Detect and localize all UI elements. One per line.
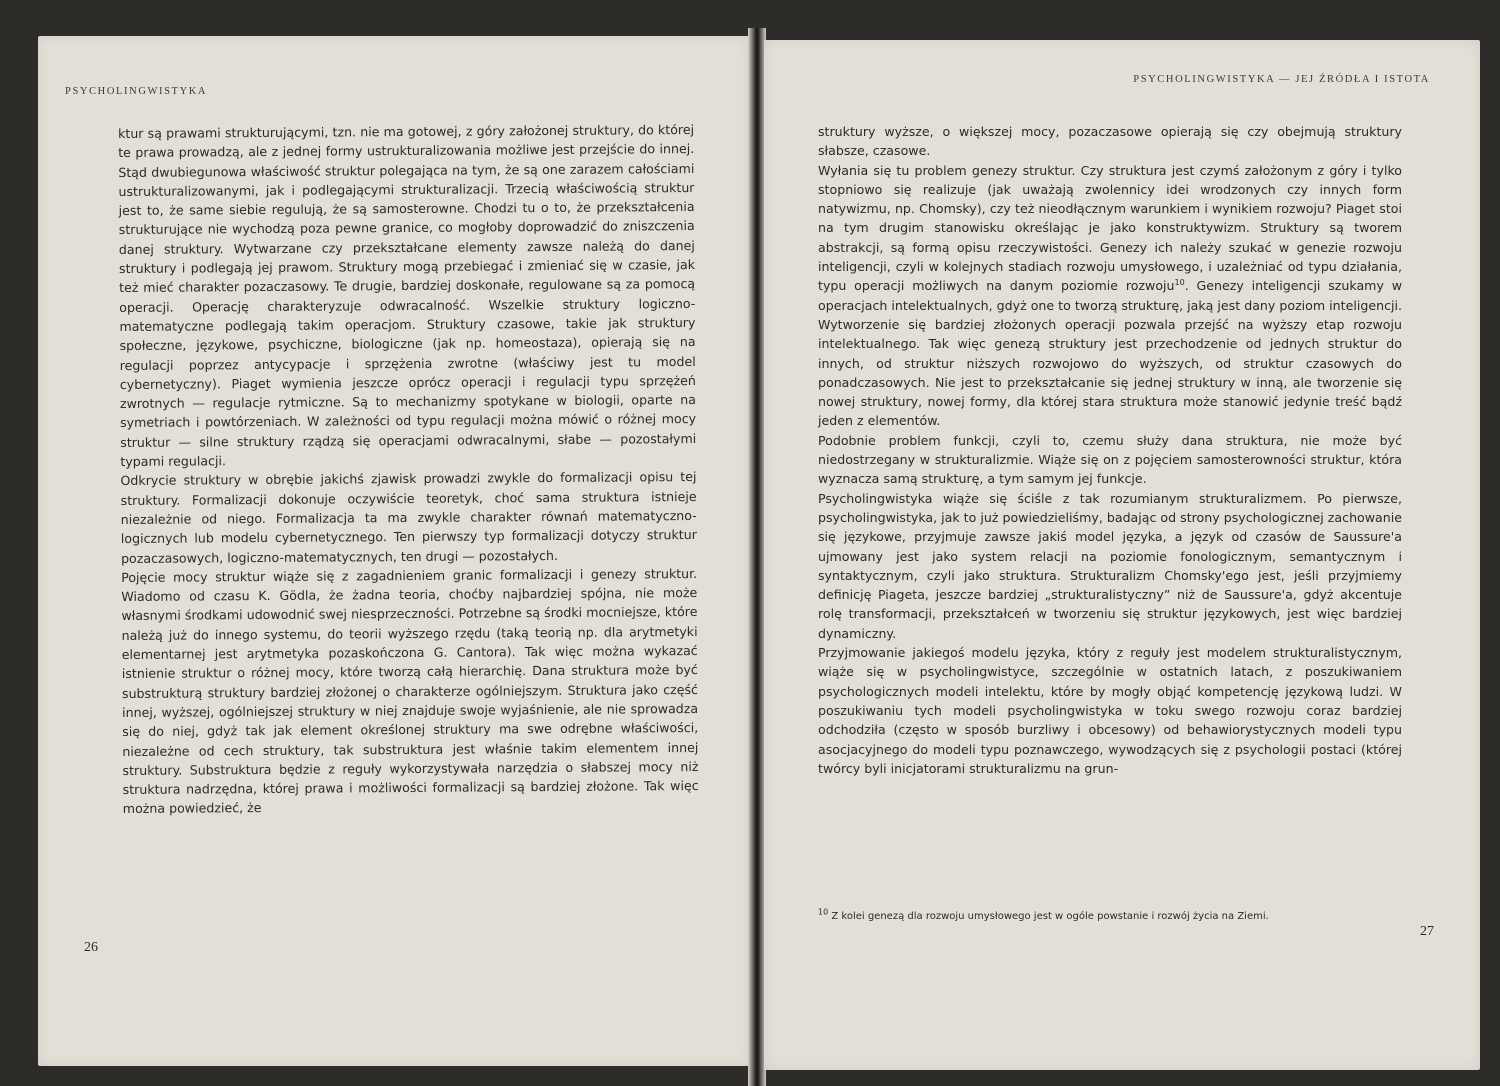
right-paragraph-2-part-a: Wyłania się tu problem genezy struktur. Czy struktura jest czymś założonym z góry i tylko stopniowo się realizuje (jak uważają zwolennicy idei wrodzonych czy innych form natywizmu, np. Chomsky), czy też nieodłącznym warunkiem i wynikiem rozwoju? Piaget stoi na tym drugim stanowisku określając je jako konstruktywizm. Struktury są tworem abstrakcji, są formą opisu rzeczywistości. Genezy ich należy szukać w genezie rozwoju inteligencji, czyli w kolejnych stadiach rozwoju umysłowego, i uzależniać od typu działania, typu operacji możliwych na danym poziomie rozwoju xyxy=(818,162,1402,294)
right-paragraph-2-part-b: . Genezy inteligencji szukamy w operacjach intelektualnych, gdyż one to tworzą strukturę, jaką jest dany poziom inteligencji. Wytworzenie się bardziej złożonych operacji pozwala przejść na wyższy etap rozwoju intelektualnego. Tak więc genezą struktury jest przechodzenie od jednych struktur do innych, od struktur niższych rozwojowo do wyższych, od struktur czasowych do ponadczasowych. Nie jest to przekształcanie się jednej struktury w inną, ale tworzenie się nowej struktury, nowej formy, dla której stara struktura może stanowić jedynie treść bądź jeden z elementów. xyxy=(818,278,1403,429)
right-page-number: 27 xyxy=(1420,924,1434,939)
right-paragraph-5: Przyjmowanie jakiegoś modelu języka, który z reguły jest modelem strukturalistycznym, wiąże się w psycholingwistyce, szczególnie w ostatnich latach, z poszukiwaniem psychologicznych modeli intelektu, które by mogły objąć kompetencję językową ludzi. W poszukiwaniu tych modeli psycholingwistyka w toku swego rozwoju coraz bardziej odchodziła (często w sposób burzliwy i obcesowy) od behawiorystycznych modeli typu asocjacyjnego do modeli typu poznawczego, wywodzących się z psychologii postaci (której twórcy byli inicjatorami strukturalizmu na grun- xyxy=(818,645,1402,776)
right-paragraph-1: struktury wyższe, o większej mocy, pozaczasowe opierają się czy obejmują struktury słabsze, czasowe. xyxy=(818,124,1402,159)
left-paragraph-3: Pojęcie mocy struktur wiąże się z zagadnieniem granic formalizacji i genezy struktur. Wiadomo od czasu K. Gödla, że żadna teoria, choćby najbardziej spójna, nie może własnymi środkami udowodnić swej niesprzeczności. Potrzebne są środki mocniejsze, które należą już do innego systemu, do teorii wyższego rzędu (taką teorią np. dla arytmetyki elementarnej jest arytmetyka pozaskończona G. Cantora). Tak więc można wykazać istnienie struktur o różnej mocy, które tworzą całą hierarchię. Dana struktura może być substrukturą struktury bardziej złożonej o charakterze ogólniejszym. Struktura jako część innej, wyższej, ogólniejszej struktury w niej znajduje swoje wyjaśnienie, ale nie sprowadza się do niej, gdyż tak jak element określonej struktury ma swe odrębne właściwości, niezależne od cech struktury, tak substruktura jest właśnie takim elementem innej struktury. Substruktura będzie z reguły wykorzystywała narzędzia o słabszej mocy niż struktura nadrzędna, której prawa i możliwości formalizacji są bardziej złożone. Tak więc można powiedzieć, że xyxy=(121,565,699,817)
left-paragraph-2: Odkrycie struktury w obrębie jakichś zjawisk prowadzi zwykle do formalizacji opisu tej struktury. Formalizacji dokonuje oczywiście teoretyk, choć sama struktura istnieje niezależnie od niego. Formalizacja ta ma zwykle charakter równań matematyczno-logicznych lub modelu cybernetycznego. Ten pierwszy typ formalizacji dotyczy struktur pozaczasowych, logiczno-matematycznych, ten drugi — pozostałych. xyxy=(120,469,697,566)
right-paragraph-4: Psycholingwistyka wiąże się ściśle z tak rozumianym strukturalizmem. Po pierwsze, psycholingwistyka, jak to już powiedzieliśmy, badając od strony psychologicznej zachowanie się językowe, przyjmuje zawsze jakiś model języka, a język od czasów de Saussure'a ujmowany jest jako system relacji na poziomie fonologicznym, semantycznym i syntaktycznym, czyli jako struktura. Strukturalizm Chomsky'ego jest, jeśli przyjmiemy definicję Piageta, jeszcze bardziej „strukturalistyczny” niż de Saussure'a, gdyż akcentuje rolę transformacji, przekształceń w tworzeniu się struktur językowych, jest więc bardziej dynamiczny. xyxy=(818,490,1402,641)
left-paragraph-1: ktur są prawami strukturującymi, tzn. nie ma gotowej, z góry założonej struktury, do której te prawa prowadzą, ale z jednej formy ustrukturalizowania możliwe jest przejście do innej. Stąd dwubiegunowa właściwość struktur polegająca na tym, że są one zarazem całościami ustrukturalizowanymi, jak i podlegającymi strukturalizacji. Trzecią właściwością struktur jest to, że same siebie regulują, że są samosterowne. Chodzi tu o to, że przekształcenia strukturujące nie wychodzą poza pewne granice, co mogłoby doprowadzić do zniszczenia danej struktury. Wytwarzane czy przekształcane elementy zawsze należą do danej struktury i podlegają jej prawom. Struktury mogą przebiegać i zmieniać się w czasie, jak też mieć charakter pozaczasowy. Te drugie, bardziej doskonałe, regulowane są za pomocą operacji. Operację charakteryzuje odwracalność. Wszelkie struktury logiczno-matematyczne podlegają takim operacjom. Struktury czasowe, takie jak struktury społeczne, językowe, psychiczne, biologiczne (jak np. homeostaza), opierają się na regulacji poprzez antycypacje i sprzężenia zwrotne (właściwy jest tu model cybernetyczny). Piaget wymienia jeszcze oprócz operacji i regulacji typu sprzężeń zwrotnych — regulacje rytmiczne. Są to mechanizmy spotykane w biologii, oparte na symetriach i powtórzeniach. W zależności od typu regulacji można mówić o różnej mocy struktur — silne struktury rządzą się operacjami odwracalnymi, słabe — pozostałymi typami regulacji. xyxy=(118,121,697,470)
right-body-text xyxy=(818,122,1402,778)
right-page xyxy=(764,40,1480,1070)
footnote-mark: 10 xyxy=(818,907,829,917)
footnote-text: Z kolei genezą dla rozwoju umysłowego jest w ogóle powstanie i rozwój życia na Ziemi. xyxy=(828,911,1269,922)
right-paragraph-2 xyxy=(818,161,1402,431)
left-body-text xyxy=(118,120,699,819)
left-page xyxy=(38,36,750,1066)
right-running-head: PSYCHOLINGWISTYKA — JEJ ŹRÓDŁA I ISTOTA xyxy=(1133,74,1430,85)
footnote xyxy=(818,908,1378,925)
left-running-head: PSYCHOLINGWISTYKA xyxy=(65,86,208,97)
footnote-reference[interactable]: 10 xyxy=(1174,278,1185,288)
left-page-number: 26 xyxy=(84,940,98,955)
right-paragraph-3: Podobnie problem funkcji, czyli to, czemu służy dana struktura, nie może być niedostrzegany w strukturalizmie. Wiąże się on z pojęciem samosterowności struktur, która wyznacza samą strukturę, a tym samym jej funkcje. xyxy=(818,432,1402,487)
